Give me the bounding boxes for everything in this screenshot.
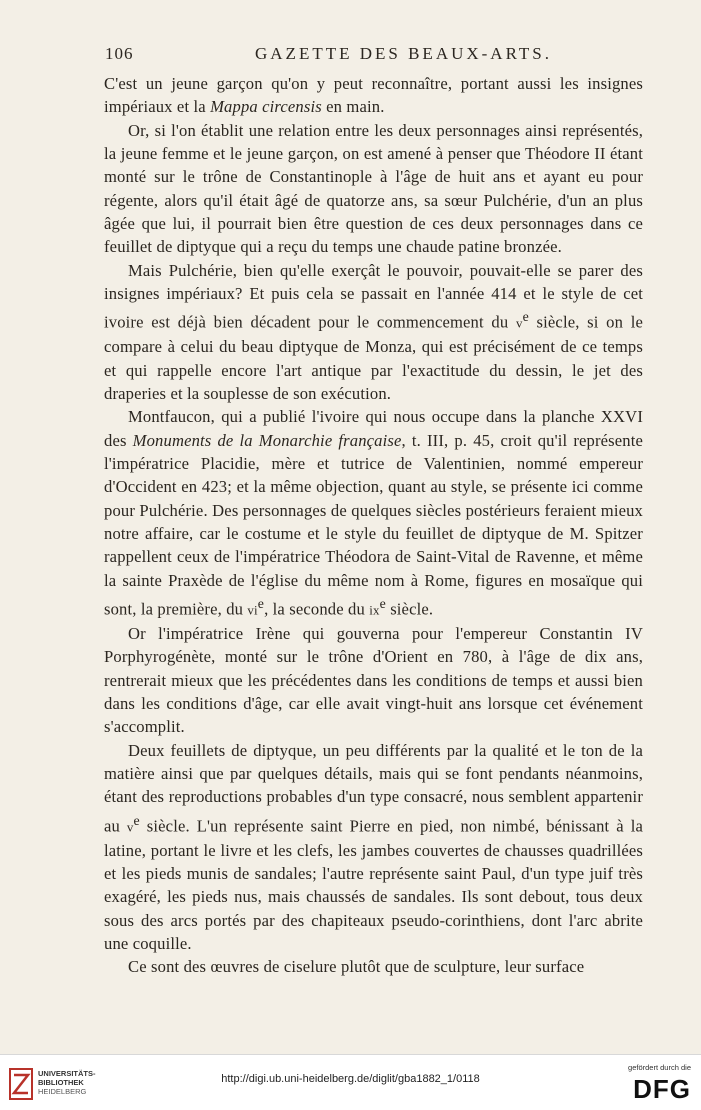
paragraph-7: Ce sont des œuvres de ciselure plutôt que de sculpture, leur surface [128, 957, 585, 977]
paragraph-5: Or l'impératrice Irène qui gouverna pour l'empereur Constantin IV Porphyrogénète, monté sur le trône d'Orient en 780, à l'âge de dix ans, rentrerait mieux que les précédentes dans les conditions de temps et aussi bien dans les conditions d'âge, car elle avait vingt-huit ans lorsque cet événement s'accomplit. [104, 623, 643, 737]
source-url-link[interactable]: http://digi.ub.uni-heidelberg.de/diglit/gba1882_1/0118 [221, 1073, 480, 1085]
page-number: 106 [105, 44, 134, 63]
digitization-footer [0, 1054, 701, 1110]
library-name: UNIVERSITÄTS- BIBLIOTHEK HEIDELBERG [38, 1069, 96, 1096]
paragraph-6: Deux feuillets de diptyque, un peu différents par la qualité et le ton de la matière ainsi que par quelques détails, mais qui se font pendants néanmoins, étant des reproductions probables d'un type consacré, nous semblent appartenir au $v^e$ siècle. L'un représente saint Pierre en pied, non nimbé, bénissant à la latine, portant le livre et les clefs, les jambes couvertes de chausses quadrillées et les pieds munis de sandales; l'autre représente saint Paul, d'un type juif très exagéré, les pieds nus, mais chaussés de sandales. Ils sont debout, tous deux sous des arcs portés par des chapiteaux pseudo-corinthiens, dont l'arc abrite une coquille. [104, 740, 643, 953]
funding-note: gefördert durch die [628, 1063, 691, 1072]
paragraph-3: Mais Pulchérie, bien qu'elle exerçât le pouvoir, pouvait-elle se parer des insignes impériaux? Et puis cela se passait en l'année 414 et le style de cet ivoire est déjà bien décadent pour le commencement du $v^e$ siècle, si on le compare à celui du beau diptyque de Monza, qui est précisément de ce temps et qui rappelle encore l'art antique par l'exactitude du dessin, le jet des draperies et la souplesse de son exécution. [104, 260, 644, 403]
paragraph-4: Montfaucon, qui a publié l'ivoire qui nous occupe dans la planche XXVI des Monuments de la Monarchie française, t. III, p. 45, croit qu'il représente l'impératrice Placidie, mère et tutrice de Valentinien, nommé empereur d'Occident en 423; et la même objection, quant au style, se présente ici comme pour Pulchérie. Des personnages de quelques siècles postérieurs feraient mieux notre affaire, car le costume et le style du feuillet de diptyque de M. Spitzer rappellent ceux de l'impératrice Théodora de Saint-Vital de Ravenne, et même la sainte Praxède de l'église du même nom à Rome, figures en mosaïque qui sont, la première, du $vi^e$, la seconde du $ix^e$ siècle. [104, 407, 643, 619]
paragraph-2: Or, si l'on établit une relation entre les deux personnages ainsi représentés, la jeune femme et le jeune garçon, on est amené à penser que Théodore II étant monté sur le trône de Constantinople à l'âge de huit ans et ayant eu pour régente, alors qu'il était âgé de quatorze ans, sa sœur Pulchérie, d'un an plus âgée que lui, il pourrait bien être question de ces deux personnages dans ce feuillet de diptyque qui a reçu du temps une chaude patine bronzée. [104, 120, 643, 257]
article-body [104, 72, 643, 979]
page-header [105, 44, 645, 68]
running-title: GAZETTE DES BEAUX-ARTS. [255, 44, 552, 63]
paragraph-1: C'est un jeune garçon qu'on y peut reconnaître, portant aussi les insignes impériaux et la Mappa circensis en main. [104, 74, 643, 117]
dfg-logo: DFG [633, 1074, 691, 1104]
